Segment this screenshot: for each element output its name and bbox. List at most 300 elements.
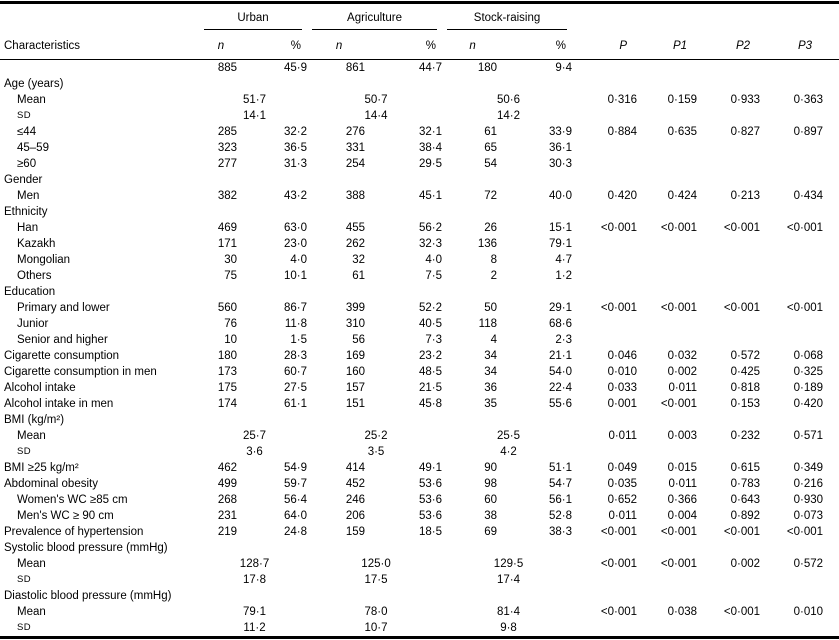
p-value-cell [575, 412, 640, 428]
pct-cell: 40·0 [548, 190, 573, 202]
col-header-pct-stock-raising: % [500, 30, 575, 60]
pct-cell: 9·4 [555, 62, 573, 74]
n-cell: 246 [345, 494, 366, 506]
p-value-cell: 0·572 [730, 350, 761, 362]
n-cell: 4 [490, 334, 498, 346]
p-value-cell [763, 76, 839, 92]
p-value-cell [575, 540, 640, 556]
row-label: Han [17, 222, 39, 234]
p-value-cell [640, 76, 700, 92]
p-value-cell [700, 252, 763, 268]
n-cell: 34 [484, 366, 498, 378]
p-value-cell [700, 204, 763, 220]
p-value-cell [763, 60, 839, 77]
p-value-cell [640, 316, 700, 332]
row-label: Diastolic blood pressure (mmHg) [4, 590, 172, 602]
p-value-cell: 0·635 [667, 126, 698, 138]
p-value-cell: <0·001 [660, 222, 698, 234]
pct-cell: 4·0 [290, 254, 308, 266]
p-value-cell: 0·010 [607, 366, 638, 378]
group-header-urban [202, 3, 310, 30]
pct-cell: 23·2 [418, 350, 443, 362]
n-cell [310, 588, 368, 604]
pct-cell: 1·5 [290, 334, 308, 346]
pct-cell [368, 76, 445, 92]
n-cell: 169 [345, 350, 366, 362]
n-cell: 61 [484, 126, 498, 138]
pct-cell: 56·4 [283, 494, 308, 506]
n-cell: 452 [345, 478, 366, 490]
row-label: Gender [4, 174, 43, 186]
p-value-cell: 0·073 [793, 510, 824, 522]
n-cell: 231 [217, 510, 237, 522]
pct-cell: 21·1 [548, 350, 573, 362]
n-cell: 75 [224, 270, 237, 282]
p-value-cell [763, 444, 839, 460]
p-value-cell: 0·420 [793, 398, 824, 410]
n-cell: 414 [345, 462, 366, 474]
p-value-cell [763, 284, 839, 300]
pct-cell [368, 588, 445, 604]
n-cell: 32 [352, 254, 366, 266]
col-header-p1: P1 [640, 30, 700, 60]
pct-cell: 52·2 [418, 302, 443, 314]
table-row [0, 124, 839, 140]
n-cell [310, 172, 368, 188]
row-label: Men's WC ≥ 90 cm [17, 510, 114, 522]
p-value-cell [763, 172, 839, 188]
p-value-cell: 0·366 [667, 494, 698, 506]
p-value-cell: <0·001 [600, 558, 638, 570]
pct-cell: 29·5 [418, 158, 443, 170]
group-header-row [0, 3, 839, 30]
p-value-cell: 0·572 [793, 558, 824, 570]
p-value-cell [575, 236, 640, 252]
row-label: Abdominal obesity [4, 478, 98, 490]
p-value-cell: 0·049 [607, 462, 638, 474]
p-value-cell [763, 572, 839, 588]
p-value-cell: 0·153 [730, 398, 761, 410]
row-label: SD [17, 622, 31, 633]
pct-cell: 63·0 [283, 222, 308, 234]
p-value-cell: <0·001 [600, 222, 638, 234]
p-value-cell: <0·001 [600, 302, 638, 314]
p-value-cell [640, 156, 700, 172]
p-value-cell [700, 172, 763, 188]
p-value-cell: 0·010 [793, 606, 824, 618]
p-value-cell [700, 268, 763, 284]
p-value-cell: 0·897 [793, 126, 824, 138]
p-value-cell: 0·643 [730, 494, 761, 506]
group-label-urban: Urban [204, 10, 302, 30]
p-value-cell: 0·011 [668, 382, 698, 394]
table-row [0, 604, 839, 620]
n-cell: 72 [484, 190, 498, 202]
p-value-cell [640, 204, 700, 220]
p-value-cell [640, 540, 700, 556]
table-row [0, 252, 839, 268]
n-cell [310, 412, 368, 428]
pct-cell: 52·8 [548, 510, 573, 522]
pct-cell: 4·0 [425, 254, 443, 266]
pct-cell [500, 540, 575, 556]
p-value-cell: <0·001 [660, 526, 698, 538]
pct-cell: 61·1 [283, 398, 308, 410]
pct-cell: 28·3 [283, 350, 308, 362]
p-value-cell [763, 140, 839, 156]
pct-cell [240, 540, 310, 556]
row-label [0, 60, 202, 77]
pct-cell: 64·0 [283, 510, 308, 522]
n-cell: 462 [217, 462, 237, 474]
pct-cell: 38·3 [548, 526, 573, 538]
n-cell: 499 [217, 478, 237, 490]
n-cell: 50 [484, 302, 498, 314]
p-value-cell [575, 204, 640, 220]
row-label: Men [17, 190, 40, 202]
n-cell: 310 [345, 318, 366, 330]
table-row [0, 76, 839, 92]
col-header-n-agriculture: n [310, 30, 368, 60]
pct-cell [240, 204, 310, 220]
pct-cell: 68·6 [548, 318, 573, 330]
n-cell: 174 [217, 398, 237, 410]
row-label: SD [17, 110, 31, 121]
p-value-cell: 0·571 [793, 430, 824, 442]
n-cell: 331 [345, 142, 366, 154]
pct-cell [240, 588, 310, 604]
n-cell [445, 76, 500, 92]
mean-sd-cell: 25·5 [497, 430, 521, 442]
p-value-cell: <0·001 [786, 222, 824, 234]
pct-cell: 86·7 [283, 302, 308, 314]
col-header-pct-agriculture: % [368, 30, 445, 60]
pct-cell: 53·6 [418, 494, 443, 506]
row-label: Age (years) [4, 78, 64, 90]
pct-cell: 10·1 [283, 270, 308, 282]
n-cell: 26 [484, 222, 498, 234]
col-header-n-urban: n [202, 30, 240, 60]
p-value-cell [763, 252, 839, 268]
p-value-cell [700, 332, 763, 348]
group-header-stock-raising [445, 3, 575, 30]
row-label: BMI (kg/m²) [4, 414, 65, 426]
p-value-cell [763, 412, 839, 428]
p-value-cell [575, 444, 640, 460]
p-value-cell [640, 140, 700, 156]
row-label: Mean [17, 430, 46, 442]
mean-sd-cell: 81·4 [497, 606, 521, 618]
pct-cell [240, 412, 310, 428]
row-label: 45–59 [17, 142, 49, 154]
n-cell: 69 [484, 526, 498, 538]
p-value-cell: <0·001 [723, 606, 761, 618]
pct-cell: 59·7 [283, 478, 308, 490]
p-value-cell [763, 540, 839, 556]
n-cell: 173 [217, 366, 237, 378]
p-value-cell [763, 236, 839, 252]
pct-cell: 7·5 [425, 270, 443, 282]
n-cell: 38 [484, 510, 498, 522]
table-row [0, 524, 839, 540]
p-value-cell [640, 444, 700, 460]
n-cell: 54 [484, 158, 498, 170]
p-value-cell [575, 572, 640, 588]
mean-sd-cell: 128·7 [239, 558, 270, 570]
p-value-cell [575, 172, 640, 188]
pct-cell: 79·1 [548, 238, 573, 250]
p-value-cell: <0·001 [723, 302, 761, 314]
table-row [0, 620, 839, 638]
n-cell: 157 [345, 382, 366, 394]
p-value-cell [575, 60, 640, 77]
table-row [0, 364, 839, 380]
p-value-cell [700, 76, 763, 92]
p-value-cell [763, 620, 839, 638]
mean-sd-cell: 17·5 [364, 574, 388, 586]
pct-cell: 15·1 [548, 222, 573, 234]
p-value-cell: 0·818 [730, 382, 761, 394]
n-cell: 60 [484, 494, 498, 506]
table-row [0, 460, 839, 476]
p-value-cell: 0·325 [793, 366, 824, 378]
row-label: Alcohol intake in men [4, 398, 114, 410]
pct-cell: 49·1 [418, 462, 443, 474]
row-label: SD [17, 446, 31, 457]
pct-cell: 32·3 [418, 238, 443, 250]
p-value-cell: 0·038 [667, 606, 698, 618]
n-cell: 10 [224, 334, 237, 346]
p-value-cell [700, 588, 763, 604]
p-value-cell [700, 444, 763, 460]
n-cell: 277 [217, 158, 237, 170]
pct-cell: 45·1 [418, 190, 443, 202]
pct-cell: 31·3 [283, 158, 308, 170]
mean-sd-cell: 17·8 [242, 574, 267, 586]
group-header-agriculture [310, 3, 445, 30]
p-value-cell: 0·652 [607, 494, 638, 506]
pct-cell: 56·2 [418, 222, 443, 234]
p-value-cell: <0·001 [786, 302, 824, 314]
pct-cell [368, 284, 445, 300]
p-value-cell [575, 156, 640, 172]
p-value-cell [575, 108, 640, 124]
n-cell: 861 [345, 62, 366, 74]
p-value-cell [700, 140, 763, 156]
p-value-cell: 0·032 [667, 350, 698, 362]
pct-cell [500, 412, 575, 428]
p-value-cell [700, 284, 763, 300]
p-value-cell: 0·892 [730, 510, 761, 522]
p-value-cell [700, 60, 763, 77]
n-cell: 469 [217, 222, 237, 234]
n-cell: 175 [217, 382, 237, 394]
n-cell: 35 [484, 398, 498, 410]
pct-cell: 54·0 [548, 366, 573, 378]
n-cell [445, 172, 500, 188]
p-value-cell: 0·011 [668, 478, 698, 490]
table-row [0, 108, 839, 124]
col-header-p3: P3 [763, 30, 839, 60]
p-value-cell: 0·004 [667, 510, 698, 522]
n-cell: 159 [345, 526, 366, 538]
p-value-cell: 0·002 [667, 366, 698, 378]
table-row [0, 556, 839, 572]
row-label: Education [4, 286, 56, 298]
p-value-cell [640, 620, 700, 638]
pct-cell: 38·4 [418, 142, 443, 154]
n-cell: 885 [217, 62, 237, 74]
n-cell: 61 [352, 270, 366, 282]
p-value-cell: 0·933 [730, 94, 761, 106]
characteristics-table [0, 1, 839, 639]
p-value-cell: 0·216 [793, 478, 824, 490]
n-cell [202, 412, 240, 428]
pct-cell: 53·6 [418, 510, 443, 522]
pct-cell: 18·5 [418, 526, 443, 538]
n-cell: 323 [217, 142, 237, 154]
pct-cell: 32·2 [283, 126, 308, 138]
table-row [0, 412, 839, 428]
n-cell: 560 [217, 302, 237, 314]
pct-cell: 54·9 [283, 462, 308, 474]
row-label: Mean [17, 558, 46, 570]
p-value-cell [700, 412, 763, 428]
table-row [0, 204, 839, 220]
p-value-cell: <0·001 [723, 526, 761, 538]
p-value-cell: 0·068 [793, 350, 824, 362]
p-value-cell: 0·159 [667, 94, 698, 106]
n-cell [310, 204, 368, 220]
p-value-cell: 0·884 [607, 126, 638, 138]
row-label: Cigarette consumption [4, 350, 120, 362]
row-label: Primary and lower [17, 302, 110, 314]
table-row [0, 540, 839, 556]
mean-sd-cell: 3·5 [367, 446, 385, 458]
p-value-cell: 0·424 [667, 190, 698, 202]
n-cell: 36 [484, 382, 498, 394]
row-label: ≥60 [17, 158, 37, 170]
pct-cell: 22·4 [548, 382, 573, 394]
mean-sd-cell: 79·1 [242, 606, 267, 618]
n-cell: 160 [345, 366, 366, 378]
mean-sd-cell: 25·7 [242, 430, 267, 442]
table-row [0, 316, 839, 332]
p-value-cell: 0·001 [607, 398, 638, 410]
p-value-cell: 0·316 [607, 94, 638, 106]
n-cell: 65 [484, 142, 498, 154]
p-value-cell: 0·420 [607, 190, 638, 202]
pct-cell: 48·5 [418, 366, 443, 378]
pct-cell: 23·0 [283, 238, 308, 250]
n-cell: 8 [490, 254, 498, 266]
pct-cell: 21·5 [418, 382, 443, 394]
table-body [0, 60, 839, 638]
n-cell: 254 [345, 158, 366, 170]
p-value-cell: 0·033 [607, 382, 638, 394]
pct-cell [240, 172, 310, 188]
n-cell [445, 540, 500, 556]
table-row [0, 172, 839, 188]
pct-cell: 24·8 [283, 526, 308, 538]
n-cell [202, 204, 240, 220]
p-value-cell: <0·001 [600, 606, 638, 618]
p-value-cell: <0·001 [660, 302, 698, 314]
p-value-cell: 0·930 [793, 494, 824, 506]
pct-cell [368, 412, 445, 428]
p-value-cell: 0·783 [730, 478, 761, 490]
p-value-cell [640, 236, 700, 252]
row-label: Mean [17, 94, 46, 106]
pct-cell [500, 172, 575, 188]
pct-cell: 33·9 [548, 126, 573, 138]
p-value-cell: 0·002 [730, 558, 761, 570]
p-value-cell [575, 284, 640, 300]
pct-cell: 54·7 [548, 478, 573, 490]
n-cell: 34 [484, 350, 498, 362]
n-cell: 268 [217, 494, 237, 506]
group-header-spacer-left [0, 3, 202, 30]
pct-cell [368, 172, 445, 188]
table-row [0, 140, 839, 156]
p-value-cell [575, 332, 640, 348]
p-value-cell: <0·001 [600, 526, 638, 538]
p-value-cell [575, 588, 640, 604]
row-label: ≤44 [17, 126, 37, 138]
pct-cell [368, 204, 445, 220]
table-row [0, 396, 839, 412]
row-label: Kazakh [17, 238, 56, 250]
table-row [0, 348, 839, 364]
pct-cell: 45·8 [418, 398, 443, 410]
p-value-cell: 0·015 [667, 462, 698, 474]
col-header-pct-urban: % [240, 30, 310, 60]
p-value-cell [575, 620, 640, 638]
table-row [0, 476, 839, 492]
n-cell [310, 76, 368, 92]
n-cell: 399 [345, 302, 366, 314]
pct-cell: 7·3 [425, 334, 443, 346]
row-label: BMI ≥25 kg/m² [4, 462, 79, 474]
n-cell: 276 [345, 126, 366, 138]
pct-cell [240, 76, 310, 92]
p-value-cell: <0·001 [723, 222, 761, 234]
p-value-cell: 0·011 [608, 430, 638, 442]
p-value-cell [640, 412, 700, 428]
mean-sd-cell: 14·2 [497, 110, 521, 122]
p-value-cell [700, 108, 763, 124]
n-cell: 219 [217, 526, 237, 538]
p-value-cell [640, 108, 700, 124]
p-value-cell: 0·035 [607, 478, 638, 490]
p-value-cell [575, 140, 640, 156]
n-cell [202, 76, 240, 92]
pct-cell: 56·1 [548, 494, 573, 506]
n-cell: 56 [352, 334, 366, 346]
p-value-cell [763, 204, 839, 220]
table-row [0, 588, 839, 604]
p-value-cell [575, 268, 640, 284]
mean-sd-cell: 11·2 [243, 622, 266, 634]
p-value-cell [763, 156, 839, 172]
table-row [0, 492, 839, 508]
table-row [0, 284, 839, 300]
p-value-cell: 0·213 [730, 190, 761, 202]
n-cell [202, 540, 240, 556]
pct-cell: 27·5 [283, 382, 308, 394]
mean-sd-cell: 14·1 [242, 110, 267, 122]
p-value-cell [640, 332, 700, 348]
